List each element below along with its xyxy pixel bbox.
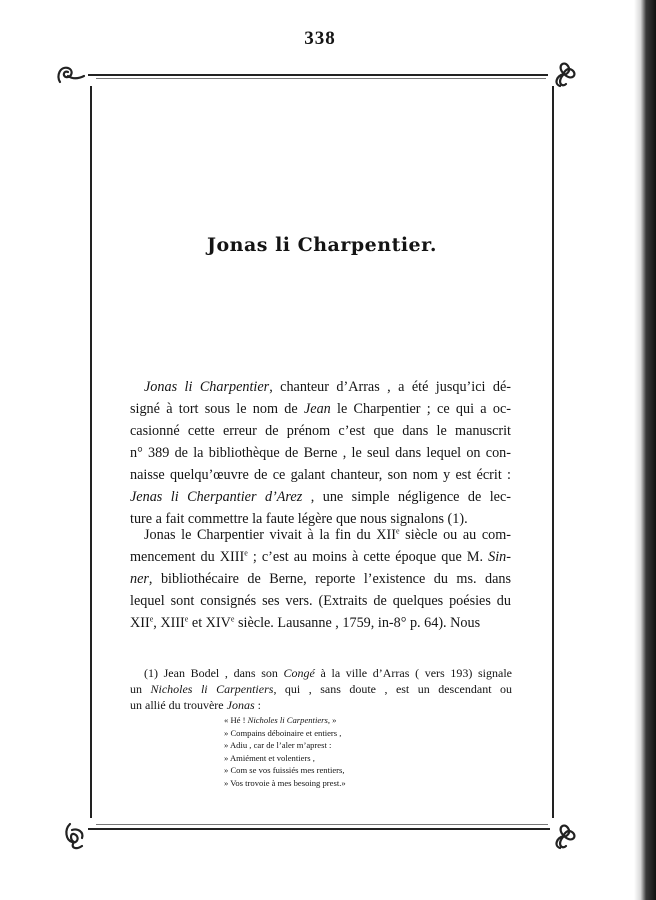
verse-line	[224, 777, 346, 790]
text-run: le Charpentier ; ce qui a oc-	[330, 401, 511, 417]
verse-line	[224, 727, 346, 740]
text-run: (1) Jean Bodel , dans son	[144, 666, 284, 680]
superscript: e	[396, 526, 400, 536]
footnote	[130, 665, 512, 713]
text-run: siècle ou au com-	[399, 527, 511, 543]
frame-top-inner-rule	[96, 78, 546, 79]
text-run: XII	[130, 615, 150, 631]
text-line	[130, 546, 511, 568]
text-line	[130, 464, 511, 486]
text-line	[130, 665, 512, 681]
frame-bottom-inner-rule	[96, 824, 548, 825]
text-run: , XIII	[153, 615, 185, 631]
paragraph-2	[130, 524, 511, 634]
text-run: ture a fait commettre la faute légère que nous signalons (1).	[130, 511, 468, 527]
italic-text: Nicholes li Carpentiers	[247, 715, 328, 725]
text-run: , une simple négligence de lec-	[302, 489, 512, 505]
frame-right-rule	[552, 86, 554, 818]
verse-line	[224, 739, 346, 752]
text-line	[130, 590, 511, 612]
chapter-title: Jonas li Charpentier.	[206, 234, 438, 256]
paragraph-1	[130, 376, 511, 530]
text-run: mencement du XIII	[130, 549, 245, 565]
italic-text: Jean	[303, 401, 331, 417]
text-run: et XIV	[188, 615, 231, 631]
text-line	[130, 568, 511, 590]
text-line	[130, 681, 512, 697]
text-run: un	[130, 682, 151, 696]
italic-text: Sin-	[488, 549, 511, 565]
text-run: signé à tort sous le nom de	[130, 401, 304, 417]
corner-ornament-icon	[548, 820, 580, 852]
text-line	[130, 486, 511, 508]
text-run: ; c’est au moins à cette époque que M.	[247, 549, 489, 565]
page-edge-shadow	[634, 0, 656, 900]
text-run: , chanteur d’Arras , a été jusqu’ici dé-	[269, 379, 511, 395]
superscript: e	[184, 614, 189, 624]
frame-bottom-rule	[88, 828, 550, 830]
italic-text: Nicholes li Carpentiers	[150, 682, 274, 696]
superscript: e	[149, 614, 154, 624]
italic-text: Jenas li Cherpantier d’Arez	[130, 489, 303, 505]
text-run: siècle. Lausanne , 1759, in-8° p. 64). Nous	[234, 615, 481, 631]
text-run: lequel sont consignés ses vers. (Extraits de quelques poésies du	[130, 593, 511, 609]
superscript: e	[230, 614, 235, 624]
corner-ornament-icon	[54, 58, 86, 90]
text-run: , qui , sans doute , est un descendant ou	[273, 682, 513, 696]
text-run: » Vos trovoie à mes besoing prest.»	[224, 777, 346, 788]
text-run: « Hé !	[224, 715, 248, 725]
text-run: » Compains déboinaire et entiers ,	[224, 727, 342, 738]
text-run: naisse quelqu’œuvre de ce galant chanteur, son nom y est écrit :	[130, 467, 511, 483]
text-run: » Amiément et volentiers ,	[224, 752, 315, 763]
footnote-verse	[224, 714, 346, 790]
verse-line	[224, 714, 346, 727]
text-line	[130, 612, 511, 634]
verse-line	[224, 752, 346, 765]
text-line	[130, 442, 511, 464]
text-run: à la ville d’Arras ( vers 193) signale	[314, 666, 512, 680]
italic-text: Jonas	[226, 698, 255, 712]
superscript: e	[244, 548, 248, 558]
italic-text: ner	[130, 571, 149, 587]
page-number: 338	[304, 28, 336, 49]
text-run: n° 389 de la bibliothèque de Berne , le seul dans lequel on con-	[130, 445, 511, 461]
text-line	[130, 398, 511, 420]
text-line	[130, 697, 512, 713]
corner-ornament-icon	[548, 58, 580, 90]
text-run: un allié du trouvère	[130, 698, 227, 712]
frame-left-rule	[90, 86, 92, 818]
frame-top-rule	[88, 74, 548, 76]
italic-text: Congé	[283, 666, 315, 680]
text-run: » Adiu , car de l’aler m’aprest :	[224, 740, 332, 751]
text-line	[130, 524, 511, 546]
text-run: » Com se vos fuissiés mes rentiers,	[224, 765, 345, 776]
text-run: , bibliothécaire de Berne, reporte l’existence du ms. dans	[148, 571, 511, 587]
text-line	[130, 376, 511, 398]
text-run: Jonas le Charpentier vivait à la fin du XII	[144, 527, 397, 543]
verse-line	[224, 764, 346, 777]
corner-ornament-icon	[60, 820, 92, 852]
italic-text: Jonas li Charpentier	[144, 379, 270, 395]
text-run: casionné cette erreur de prénom c’est que dans le manuscrit	[130, 423, 511, 439]
text-run: , »	[327, 715, 337, 725]
text-run: :	[254, 698, 261, 712]
text-line	[130, 420, 511, 442]
